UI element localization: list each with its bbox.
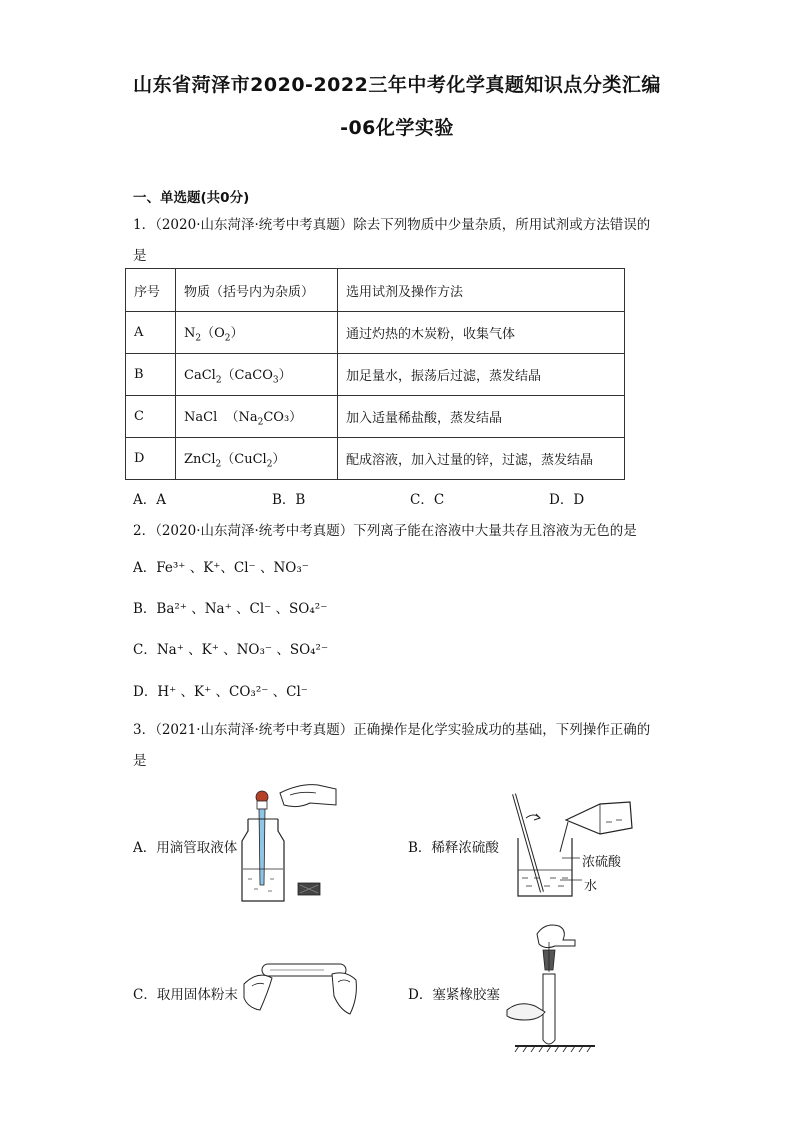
q1-option-c[interactable]: C．C [410,492,445,508]
row-substance: CaCl$_2$（CaCO$_3$） [176,354,338,396]
row-id: C [126,396,176,438]
row-id: A [126,312,176,354]
table-header-cell: 序号 [126,269,176,312]
row-substance: NaCl $(Na_2CO_3)$ [176,396,338,438]
document-title-line2: -06化学实验 [340,117,454,139]
document-title-line1: 山东省菏泽市2020-2022三年中考化学真题知识点分类汇编 [133,74,661,96]
q1-option-a[interactable]: A．A [133,492,166,508]
row-id: D [126,438,176,480]
q1-stem-line1: 1．（2020·山东菏泽·统考中考真题）除去下列物质中少量杂质，所用试剂或方法错误的 [133,217,651,233]
q1-stem-line2: 是 [133,248,147,264]
row-substance: ZnCl$_2$（CuCl$_2$） [176,438,338,480]
row-method: 加足量水，振荡后过滤，蒸发结晶 [338,354,625,396]
dilute-acid-figure [500,792,660,907]
table-row [126,396,625,438]
q3-option-d[interactable]: D．塞紧橡胶塞 [408,987,500,1003]
row-method: 通过灼热的木炭粉，收集气体 [338,312,625,354]
row-substance: $N_2(O_2)$ [176,312,338,354]
row-method: 配成溶液，加入过量的锌，过滤，蒸发结晶 [338,438,625,480]
table-header-row [126,269,625,312]
q3-option-a[interactable]: A．用滴管取液体 [133,840,238,856]
q2-stem: 2．（2020·山东菏泽·统考中考真题）下列离子能在溶液中大量共存且溶液为无色的是 [133,523,637,539]
table-header-cell: 物质（括号内为杂质） [176,269,338,312]
q2-option-c[interactable]: C．Na⁺ 、K⁺ 、NO₃⁻ 、SO₄²⁻ [133,642,329,658]
table-row [126,354,625,396]
q3-stem-line2: 是 [133,753,147,769]
table-row [126,438,625,480]
section-heading: 一、单选题(共0分) [133,190,250,206]
q1-option-d[interactable]: D．D [549,492,585,508]
q3-option-c[interactable]: C．取用固体粉末 [133,987,238,1003]
table-header-cell: 选用试剂及操作方法 [338,269,625,312]
table-row [126,312,625,354]
label-concentrated-acid: 浓硫酸 [582,855,622,870]
q2-option-b[interactable]: B．Ba²⁺ 、Na⁺ 、Cl⁻ 、SO₄²⁻ [133,601,328,617]
row-method: 加入适量稀盐酸，蒸发结晶 [338,396,625,438]
q2-option-a[interactable]: A．Fe³⁺ 、K⁺、Cl⁻ 、NO₃⁻ [133,560,309,576]
q1-table [125,268,625,480]
powder-test-tube-figure [238,950,363,1025]
q2-option-d[interactable]: D．H⁺ 、K⁺ 、CO₃²⁻ 、Cl⁻ [133,684,308,700]
q3-stem-line1: 3．（2021·山东菏泽·统考中考真题）正确操作是化学实验成功的基础，下列操作正确的 [133,722,651,738]
row-id: B [126,354,176,396]
q3-option-b[interactable]: B．稀释浓硫酸 [408,840,499,856]
q1-option-b[interactable]: B．B [272,492,306,508]
dropper-bottle-figure [240,775,340,905]
rubber-stopper-figure [505,920,615,1055]
label-water: 水 [584,879,598,894]
